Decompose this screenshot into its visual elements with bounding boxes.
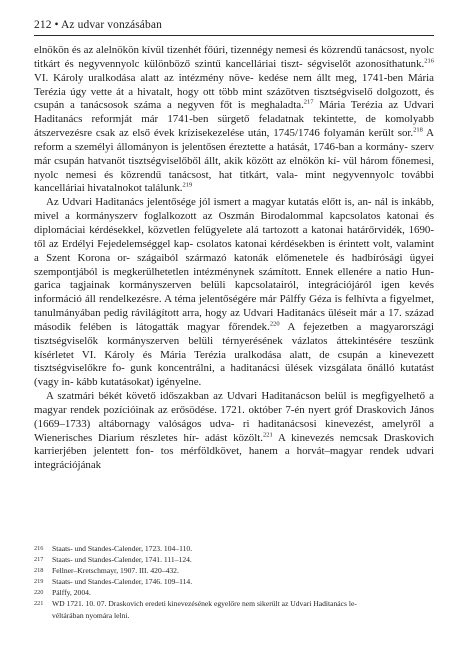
text-line: ségviselőt azonosíthatunk. bbox=[307, 57, 425, 70]
text-line: kevés információ áll rendelkezésre. A téma jelentőségére már Pálffy Géza is bbox=[34, 279, 434, 306]
footnote-number: 219 bbox=[34, 578, 44, 586]
text-line: Haditanács üléseit már a 17. század második felében is látogatták magyar bbox=[34, 307, 434, 333]
footnote-text: Staats- und Standes-Calender, 1723. 104–110. bbox=[52, 544, 193, 553]
footnote-text: Fellner–Kretschmayr, 1907. III. 420–432. bbox=[52, 566, 179, 576]
footnote bbox=[34, 565, 434, 576]
text-line: belüli térnyerésének vázlatos áttekintésére teszünk kísérletet VI. Károly és bbox=[34, 334, 434, 361]
text-line: több mint százötven tisztségviselő dolgozott, és csupán a tanácsosok száma bbox=[34, 85, 434, 112]
text-line: Az Udvari Haditanács jelentősége jól ismert a magyar kutatás előtt is, an- bbox=[46, 196, 372, 209]
footnote-reference[interactable]: 217 bbox=[303, 98, 314, 106]
footnote bbox=[34, 587, 434, 598]
footnote bbox=[34, 543, 434, 554]
footnote-reference[interactable]: 216 bbox=[424, 57, 434, 65]
text-line: kedése nem állt meg, 1741-ben Mária Terézia úgy vette át a hivatalt, hogy ott bbox=[34, 71, 434, 98]
text-line: kapcsolatos katonai és diplomáciai kérdésekkel, közvetlen felügyelete alá bbox=[34, 210, 434, 236]
text-line: szerv már csupán hatvanöt tisztségviselőből állt, akik között az elnökön kí- bbox=[34, 140, 434, 167]
footnote-text: WD 1721. 10. 07. Draskovich eredeti kinevezésének egyelőre nem sikerült az Udvari Haditanács le- bbox=[52, 599, 357, 609]
footnote-text: Pálffy, 2004. bbox=[52, 588, 91, 598]
text-line: A szatmári békét követő időszakban az Udvari Haditanácson belül is bbox=[46, 390, 358, 403]
text-line: tanácsost, nyolc titkárt és negyvennyolc különböző szintű kancelláriai tiszt- bbox=[34, 44, 434, 70]
text-line: a negyven főt is meghaladta. bbox=[166, 99, 304, 112]
page-number: 212 bbox=[34, 19, 52, 31]
paragraph bbox=[34, 44, 434, 196]
text-line: is megkerülhetetlen intézménynek számított. Ennek ellenére a natio Hun- bbox=[101, 265, 434, 278]
header-rule bbox=[34, 35, 434, 36]
running-title: Az udvar vonzásában bbox=[61, 19, 162, 31]
text-line: a személyi állományon is jelentősen éreztette a hatását, 1746-ban a kormány- bbox=[66, 140, 408, 153]
text-line: felhívta a figyelmet, tanulmányában pedig rávilágított arra, hogy az Udvari bbox=[34, 293, 434, 320]
footnote bbox=[34, 576, 434, 587]
footnote-number: 221 bbox=[34, 600, 44, 608]
text-line: szágaiból származó katonák előmenetele és hadbírósági ügyei szempontjából bbox=[34, 251, 434, 278]
footnote-number: 216 bbox=[34, 545, 44, 552]
text-line: tos mérföldkövet, hanem a horvát–magyar rendek udvari integrációjának bbox=[34, 445, 434, 472]
footnote-text: Staats- und Standes-Calender, 1746. 109–114. bbox=[52, 577, 193, 587]
text-line: A fejezetben a magyarországi tisztségviselők kormányszerven bbox=[34, 320, 434, 347]
running-header bbox=[34, 18, 434, 32]
header-separator: • bbox=[54, 19, 59, 31]
text-line: tartozott a katonai határőrvidék, 1690-től az Erdélyi Fejedelemséggel kap- bbox=[34, 223, 434, 250]
text-line: A reform bbox=[34, 127, 434, 153]
text-line: nál is inkább, mivel a kormányszerv foglalkozott az Oszmán Birodalommal bbox=[34, 196, 434, 223]
text-line: vül három főnemesi, nyolc nemesi és közrendű tanácsost, hat titkárt, vala- bbox=[34, 154, 435, 181]
text-line: már 1741-ben sürgető feladatnak tekintette, de komolyabb átszervezésre csak bbox=[34, 113, 434, 140]
text-line: garica tagjainak kormányszerven belüli kapcsolatairól, integrációjáról igen bbox=[34, 279, 400, 292]
paragraph bbox=[34, 196, 434, 390]
footnotes bbox=[34, 543, 434, 621]
footnote bbox=[34, 598, 434, 609]
footnote bbox=[34, 554, 434, 565]
body-text bbox=[34, 44, 434, 473]
text-line: Mária Terézia az Udvari Haditanács reformját bbox=[34, 99, 434, 126]
text-line: kább kutatásokat) igényelne. bbox=[76, 376, 202, 389]
text-line: az első évek krízisekezelése után, 1745/1746 folyamán került sor. bbox=[119, 127, 414, 140]
footnote-continuation: véltárában nyomára lelni. bbox=[52, 610, 130, 620]
footnote-number: 218 bbox=[34, 567, 44, 575]
text-line: adást közölt. bbox=[204, 431, 264, 444]
footnote-reference[interactable]: 218 bbox=[413, 126, 423, 134]
text-line: gunk koncentrálni, a haditanácsi ülések vizsgálata önálló kutatást (vagy in- bbox=[34, 362, 434, 389]
text-line: A kinevezés nemcsak Draskovich karrierjében jelentett fon- bbox=[34, 431, 434, 458]
text-line: főrendek. bbox=[228, 320, 270, 333]
paragraph bbox=[34, 390, 434, 473]
footnote-reference[interactable]: 219 bbox=[182, 181, 193, 189]
text-line: Mária Terézia uralkodása alatt, de csupán a kinevezett tisztségviselőkre fo- bbox=[34, 348, 434, 375]
text-line: ri haditanácsosi kinevezést, amelyről a Wienerisches Diarium részletes hír- bbox=[34, 417, 434, 444]
footnote-number: 217 bbox=[34, 556, 44, 564]
text-line: VI. Károly uralkodása alatt az intézmény növe- bbox=[34, 71, 254, 84]
text-line: megfigyelhető a magyar rendek pozícióinak az erősödése. 1721. október bbox=[34, 390, 434, 416]
footnote-reference[interactable]: 221 bbox=[263, 431, 273, 438]
text-line: elnökön és az alelnökön kívül tizenhét főúri, tizennégy nemesi és közrendű bbox=[34, 44, 362, 56]
footnote-number: 220 bbox=[34, 589, 44, 597]
footnote-reference[interactable]: 220 bbox=[269, 320, 280, 328]
text-line: 7-én nyert gróf Draskovich János (1669–1733) altábornagy valóságos udva- bbox=[34, 403, 434, 430]
text-line: csolatos katonai kérdésekben is érintett volt, valamint a Szent Korona or- bbox=[34, 237, 434, 264]
text-line: mint negyvennyolc további kancelláriai hivatalnokot találunk. bbox=[34, 168, 435, 195]
footnote-text: Staats- und Standes-Calender, 1741. 111–124. bbox=[52, 555, 192, 565]
